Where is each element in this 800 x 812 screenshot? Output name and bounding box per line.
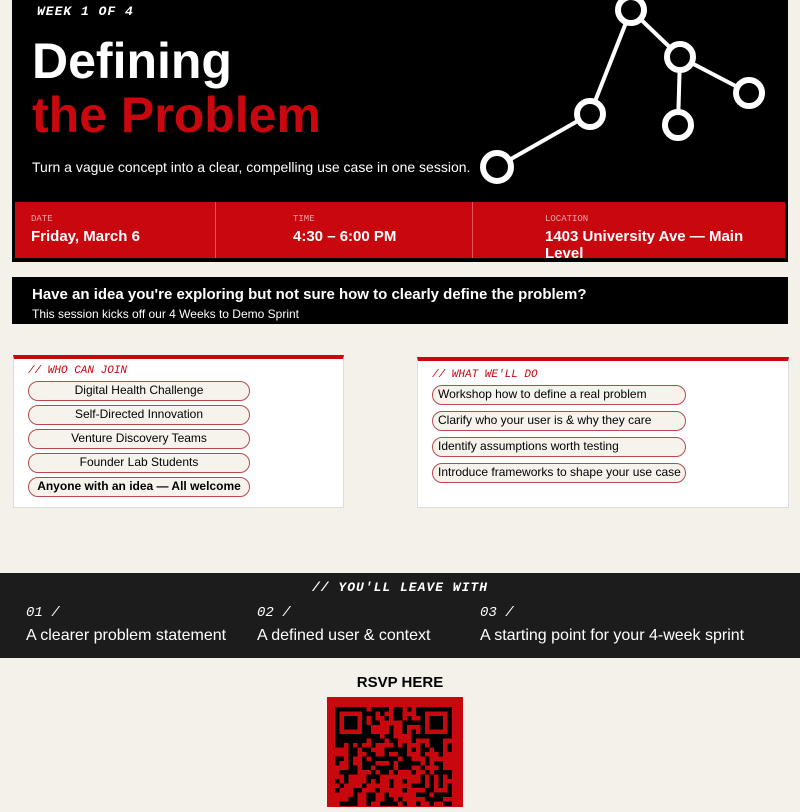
- week-label: WEEK 1 OF 4: [37, 4, 134, 19]
- list-item: Anyone with an idea — All welcome: [28, 477, 250, 497]
- hero-banner: [12, 0, 788, 262]
- leave-heading: // YOU'LL LEAVE WITH: [311, 580, 489, 595]
- outcome-3: [480, 605, 744, 645]
- outcome-1: [26, 605, 226, 645]
- event-info-bar: [15, 202, 785, 262]
- date-value: Friday, March 6: [31, 228, 140, 245]
- what-heading: // WHAT WE'LL DO: [432, 369, 538, 381]
- list-item: Digital Health Challenge: [28, 381, 250, 401]
- title-line-2: the Problem: [32, 87, 321, 143]
- location-value: 1403 University Ave — Main Level: [545, 228, 744, 262]
- outcome-number: 01 /: [26, 605, 60, 621]
- outcome-number: 03 /: [480, 605, 514, 621]
- subtitle: Turn a vague concept into a clear, compelling use case in one session.: [32, 159, 471, 175]
- date-label: DATE: [31, 214, 53, 224]
- who-heading: // WHO CAN JOIN: [28, 365, 128, 377]
- list-item: Founder Lab Students: [28, 453, 250, 473]
- date-cell: [15, 202, 216, 258]
- outcome-text: A defined user & context: [257, 627, 431, 644]
- location-label: LOCATION: [545, 214, 589, 224]
- list-item: Identify assumptions worth testing: [432, 437, 686, 457]
- list-item: Clarify who your user is & why they care: [432, 411, 686, 431]
- rsvp-qr-code[interactable]: [327, 697, 463, 807]
- title-line-1: Defining: [32, 33, 232, 89]
- rsvp-label: RSVP HERE: [356, 674, 444, 691]
- outcome-2: [257, 605, 430, 645]
- time-label: TIME: [293, 214, 315, 224]
- what-well-do-card: [417, 357, 789, 508]
- outcome-number: 02 /: [257, 605, 291, 621]
- question-headline: Have an idea you're exploring but not sure how to clearly define the problem?: [32, 286, 587, 303]
- question-banner: [12, 277, 788, 324]
- list-item: Self-Directed Innovation: [28, 405, 250, 425]
- location-cell: [473, 202, 785, 262]
- time-value: 4:30 – 6:00 PM: [293, 228, 397, 245]
- list-item: Venture Discovery Teams: [28, 429, 250, 449]
- list-item: Introduce frameworks to shape your use case: [432, 463, 686, 483]
- outcome-text: A clearer problem statement: [26, 627, 227, 644]
- outcome-text: A starting point for your 4-week sprint: [480, 627, 745, 644]
- time-cell: [216, 202, 473, 258]
- who-can-join-card: [13, 355, 344, 508]
- question-sub: This session kicks off our 4 Weeks to Demo Sprint: [32, 307, 299, 321]
- list-item: Workshop how to define a real problem: [432, 385, 686, 405]
- leave-with-band: [0, 573, 800, 658]
